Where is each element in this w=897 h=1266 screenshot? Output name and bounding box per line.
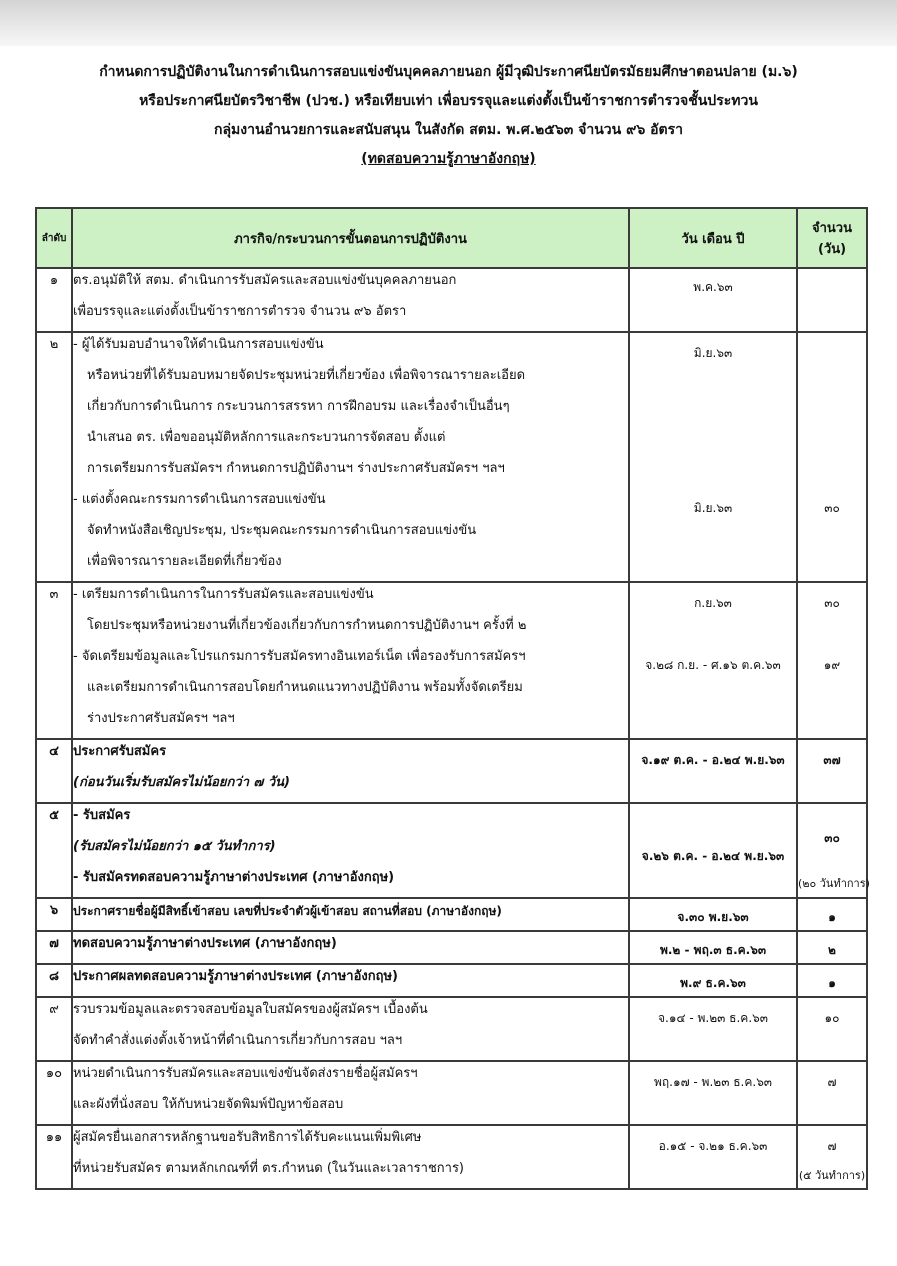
row-task bbox=[72, 332, 629, 582]
row-number: ๔ bbox=[36, 739, 72, 803]
task-line: - จัดเตรียมข้อมูลและโปรแกรมการรับสมัครทางอินเทอร์เน็ต เพื่อรองรับการสมัครฯ bbox=[73, 649, 526, 664]
days-text: (๕ วันทำการ) bbox=[798, 1169, 866, 1182]
task-line: ประกาศผลทดสอบความรู้ภาษาต่างประเทศ (ภาษาอังกฤษ) bbox=[73, 969, 398, 984]
table-row bbox=[36, 997, 867, 1061]
table-row bbox=[36, 1061, 867, 1125]
row-date bbox=[629, 931, 797, 964]
row-task bbox=[72, 931, 629, 964]
table-row bbox=[36, 268, 867, 332]
date-text: จ.๓๐ พ.ย.๖๓ bbox=[677, 910, 749, 924]
header-subtitle: (ทดสอบความรู้ภาษาอังกฤษ) bbox=[361, 151, 536, 167]
task-line: นำเสนอ ตร. เพื่อขออนุมัติหลักการและกระบวนการจัดสอบ ตั้งแต่ bbox=[87, 430, 446, 445]
task-line: ที่หน่วยรับสมัคร ตามหลักเกณฑ์ที่ ตร.กำหนด (ในวันและเวลาราชการ) bbox=[73, 1161, 464, 1176]
row-number: ๑๑ bbox=[36, 1125, 72, 1189]
table-header-row bbox=[36, 208, 867, 268]
row-days bbox=[797, 1061, 867, 1125]
row-date bbox=[629, 739, 797, 803]
row-number: ๖ bbox=[36, 898, 72, 931]
schedule-table bbox=[35, 207, 868, 1190]
task-line: หน่วยดำเนินการรับสมัครและสอบแข่งขันจัดส่งรายชื่อผู้สมัครฯ bbox=[73, 1066, 418, 1081]
task-line: ทดสอบความรู้ภาษาต่างประเทศ (ภาษาอังกฤษ) bbox=[73, 936, 337, 951]
table-row bbox=[36, 1125, 867, 1189]
task-line: - ผู้ได้รับมอบอำนาจให้ดำเนินการสอบแข่งขัน bbox=[73, 337, 324, 352]
date-text: จ.๑๙ ต.ค. - อ.๒๔ พ.ย.๖๓ bbox=[641, 753, 785, 767]
header-line-2: หรือประกาศนียบัตรวิชาชีพ (ปวช.) หรือเทียบเท่า เพื่อบรรจุและแต่งตั้งเป็นข้าราชการตำรวจชั้นประทวน bbox=[139, 93, 758, 109]
date-text: พฤ.๑๗ - พ.๒๓ ธ.ค.๖๓ bbox=[653, 1075, 773, 1089]
row-number: ๑ bbox=[36, 268, 72, 332]
days-text: ๑๐ bbox=[824, 1011, 840, 1025]
task-line: เกี่ยวกับการดำเนินการ กระบวนการสรรหา การฝึกอบรม และเรื่องจำเป็นอื่นๆ bbox=[87, 399, 510, 414]
date-text: อ.๑๕ - จ.๒๑ ธ.ค.๖๓ bbox=[658, 1139, 768, 1153]
row-task bbox=[72, 898, 629, 931]
column-header-task: ภารกิจ/กระบวนการขั้นตอนการปฏิบัติงาน bbox=[72, 208, 629, 268]
row-number: ๙ bbox=[36, 997, 72, 1061]
table-row bbox=[36, 739, 867, 803]
task-line: รวบรวมข้อมูลและตรวจสอบข้อมูลใบสมัครของผู้สมัครฯ เบื้องต้น bbox=[73, 1002, 428, 1017]
days-text: ๒ bbox=[828, 943, 836, 957]
task-line: ประกาศรายชื่อผู้มีสิทธิ์เข้าสอบ เลขที่ประจำตัวผู้เข้าสอบ สถานที่สอบ (ภาษาอังกฤษ) bbox=[73, 904, 502, 918]
row-days bbox=[797, 898, 867, 931]
task-line: - รับสมัครทดสอบความรู้ภาษาต่างประเทศ (ภาษาอังกฤษ) bbox=[73, 870, 395, 885]
row-date bbox=[629, 1061, 797, 1125]
days-text: ๓๐ bbox=[824, 596, 840, 610]
date-text: พ.๒ - พฤ.๓ ธ.ค.๖๓ bbox=[659, 943, 767, 957]
date-text: พ.๙ ธ.ค.๖๓ bbox=[680, 976, 746, 990]
row-days bbox=[797, 582, 867, 739]
row-date bbox=[629, 582, 797, 739]
row-task bbox=[72, 739, 629, 803]
task-line: ประกาศรับสมัคร bbox=[73, 744, 167, 759]
row-days bbox=[797, 739, 867, 803]
date-text: ก.ย.๖๓ bbox=[694, 596, 732, 610]
task-line: ตร.อนุมัติให้ สตม. ดำเนินการรับสมัครและสอบแข่งขันบุคคลภายนอก bbox=[73, 273, 457, 288]
row-date bbox=[629, 1125, 797, 1189]
row-number: ๑๐ bbox=[36, 1061, 72, 1125]
row-date bbox=[629, 803, 797, 898]
row-number: ๒ bbox=[36, 332, 72, 582]
task-line: ร่างประกาศรับสมัครฯ ฯลฯ bbox=[87, 711, 235, 726]
row-number: ๗ bbox=[36, 931, 72, 964]
task-line: และเตรียมการดำเนินการสอบโดยกำหนดแนวทางปฏิบัติงาน พร้อมทั้งจัดเตรียม bbox=[87, 680, 523, 695]
row-task bbox=[72, 997, 629, 1061]
header-line-3: กลุ่มงานอำนวยการและสนับสนุน ในสังกัด สตม. พ.ศ.๒๕๖๓ จำนวน ๙๖ อัตรา bbox=[213, 122, 684, 138]
row-days bbox=[797, 1125, 867, 1189]
column-header-no: ลำดับ bbox=[36, 208, 72, 268]
top-bar bbox=[0, 0, 897, 46]
days-text: ๗ bbox=[827, 1139, 837, 1153]
days-header-line-2: (วัน) bbox=[817, 242, 847, 257]
task-line: - รับสมัคร bbox=[73, 808, 131, 823]
row-date bbox=[629, 332, 797, 582]
table-row bbox=[36, 898, 867, 931]
date-text: มิ.ย.๖๓ bbox=[693, 346, 733, 360]
days-header-line-1: จำนวน bbox=[812, 221, 852, 236]
task-line: จัดทำคำสั่งแต่งตั้งเจ้าหน้าที่ดำเนินการเกี่ยวกับการสอบ ฯลฯ bbox=[73, 1033, 403, 1048]
row-task bbox=[72, 268, 629, 332]
days-text: ๑ bbox=[828, 976, 836, 990]
row-days bbox=[797, 332, 867, 582]
task-line: จัดทำหนังสือเชิญประชุม, ประชุมคณะกรรมการดำเนินการสอบแข่งขัน bbox=[87, 523, 477, 538]
column-header-days bbox=[797, 208, 867, 268]
table-row bbox=[36, 964, 867, 997]
row-date bbox=[629, 997, 797, 1061]
row-days bbox=[797, 931, 867, 964]
date-text: จ.๒๘ ก.ย. - ศ.๑๖ ต.ค.๖๓ bbox=[645, 658, 781, 672]
row-task bbox=[72, 964, 629, 997]
table-row bbox=[36, 803, 867, 898]
task-line: และผังที่นั่งสอบ ให้กับหน่วยจัดพิมพ์ปัญหาข้อสอบ bbox=[73, 1097, 344, 1112]
row-task bbox=[72, 803, 629, 898]
row-number: ๓ bbox=[36, 582, 72, 739]
date-text: จ.๒๖ ต.ค. - อ.๒๔ พ.ย.๖๓ bbox=[641, 849, 785, 863]
task-line: เพื่อบรรจุและแต่งตั้งเป็นข้าราชการตำรวจ จำนวน ๙๖ อัตรา bbox=[73, 304, 407, 319]
date-text: พ.ค.๖๓ bbox=[693, 280, 733, 294]
row-task bbox=[72, 582, 629, 739]
row-task bbox=[72, 1125, 629, 1189]
row-date bbox=[629, 898, 797, 931]
document-header bbox=[0, 58, 897, 174]
table-row bbox=[36, 582, 867, 739]
task-line: เพื่อพิจารณารายละเอียดที่เกี่ยวข้อง bbox=[87, 554, 282, 569]
row-date bbox=[629, 964, 797, 997]
row-days bbox=[797, 268, 867, 332]
task-line: (ก่อนวันเริ่มรับสมัครไม่น้อยกว่า ๗ วัน) bbox=[73, 775, 290, 790]
row-days bbox=[797, 997, 867, 1061]
task-line: หรือหน่วยที่ได้รับมอบหมายจัดประชุมหน่วยที่เกี่ยวข้อง เพื่อพิจารณารายละเอียด bbox=[87, 368, 526, 383]
days-text: ๓๐ bbox=[824, 501, 840, 515]
date-text: จ.๑๔ - พ.๒๓ ธ.ค.๖๓ bbox=[658, 1011, 768, 1025]
task-line: - เตรียมการดำเนินการในการรับสมัครและสอบแข่งขัน bbox=[73, 587, 374, 602]
days-text: ๓๗ bbox=[823, 753, 841, 767]
task-line: - แต่งตั้งคณะกรรมการดำเนินการสอบแข่งขัน bbox=[73, 492, 326, 507]
task-line: โดยประชุมหรือหน่วยงานที่เกี่ยวข้องเกี่ยวกับการกำหนดการปฏิบัติงานฯ ครั้งที่ ๒ bbox=[87, 618, 527, 633]
days-text: ๑๙ bbox=[823, 658, 841, 672]
header-line-1: กำหนดการปฏิบัติงานในการดำเนินการสอบแข่งขันบุคคลภายนอก ผู้มีวุฒิประกาศนียบัตรมัธยมศึกษาตอนปลาย (ม.๖) bbox=[99, 64, 798, 80]
row-date bbox=[629, 268, 797, 332]
task-line: (รับสมัครไม่น้อยกว่า ๑๕ วันทำการ) bbox=[73, 839, 276, 854]
days-text: ๑ bbox=[828, 910, 836, 924]
row-days bbox=[797, 964, 867, 997]
column-header-date: วัน เดือน ปี bbox=[629, 208, 797, 268]
days-text: (๒๐ วันทำการ) bbox=[798, 877, 870, 890]
days-text: ๗ bbox=[827, 1075, 837, 1089]
row-days bbox=[797, 803, 870, 898]
table-row bbox=[36, 931, 867, 964]
task-line: ผู้สมัครยื่นเอกสารหลักฐานขอรับสิทธิการได้รับคะแนนเพิ่มพิเศษ bbox=[73, 1130, 422, 1145]
table-row bbox=[36, 332, 867, 582]
task-line: การเตรียมการรับสมัครฯ กำหนดการปฏิบัติงานฯ ร่างประกาศรับสมัครฯ ฯลฯ bbox=[87, 461, 505, 476]
row-task bbox=[72, 1061, 629, 1125]
days-text: ๓๐ bbox=[824, 831, 840, 845]
row-number: ๕ bbox=[36, 803, 72, 898]
row-number: ๘ bbox=[36, 964, 72, 997]
date-text: มิ.ย.๖๓ bbox=[693, 501, 733, 515]
